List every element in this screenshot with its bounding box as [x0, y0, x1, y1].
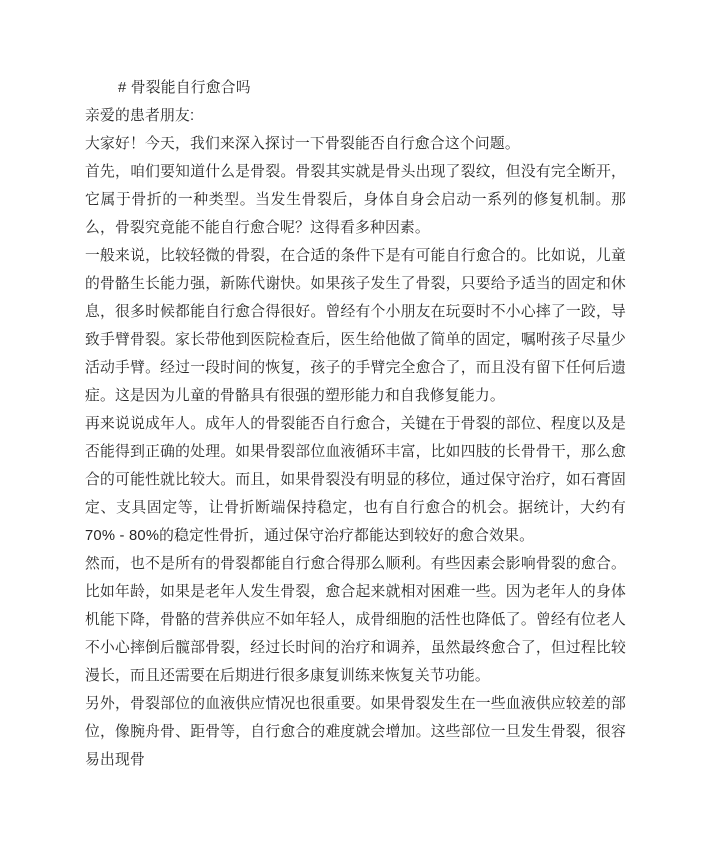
paragraph-salutation: 亲爱的患者朋友: [85, 108, 195, 124]
document-body [85, 74, 626, 774]
document-heading: # 骨裂能自行愈合吗 [118, 80, 251, 96]
paragraph-definition: 首先，咱们要知道什么是骨裂。骨裂其实就是骨头出现了裂纹，但没有完全断开，它属于骨折的一种类型。当发生骨裂后，身体自身会启动一系列的修复机制。那么，骨裂究竟能不能自行愈合呢？这得看多种因素。 [85, 164, 626, 236]
paragraph-children-case: 一般来说，比较轻微的骨裂，在合适的条件下是有可能自行愈合的。比如说，儿童的骨骼生长能力强，新陈代谢快。如果孩子发生了骨裂，只要给予适当的固定和休息，很多时候都能自行愈合得很好。曾经有个小朋友在玩耍时不小心摔了一跤，导致手臂骨裂。家长带他到医院检查后，医生给他做了简单的固定，嘱咐孩子尽量少活动手臂。经过一段时间的恢复，孩子的手臂完全愈合了，而且没有留下任何后遗症。这是因为儿童的骨骼具有很强的塑形能力和自我修复能力。 [85, 248, 626, 404]
paragraph-adults: 再来说说成年人。成年人的骨裂能否自行愈合，关键在于骨裂的部位、程度以及是否能得到正确的处理。如果骨裂部位血液循环丰富，比如四肢的长骨骨干，那么愈合的可能性就比较大。而且，如果骨裂没有明显的移位，通过保守治疗，如石膏固定、支具固定等，让骨折断端保持稳定，也有自行愈合的机会。据统计，大约有 70% - 80%的稳定性骨折，通过保守治疗都能达到较好的愈合效果。 [85, 416, 626, 544]
paragraph-intro: 大家好！今天，我们来深入探讨一下骨裂能否自行愈合这个问题。 [85, 136, 520, 152]
paragraph-age-factors: 然而，也不是所有的骨裂都能自行愈合得那么顺利。有些因素会影响骨裂的愈合。比如年龄，如果是老年人发生骨裂，愈合起来就相对困难一些。因为老年人的身体机能下降，骨骼的营养供应不如年轻人，成骨细胞的活性也降低了。曾经有位老人不小心摔倒后髋部骨裂，经过长时间的治疗和调养，虽然最终愈合了，但过程比较漫长，而且还需要在后期进行很多康复训练来恢复关节功能。 [85, 556, 626, 684]
paragraph-blood-supply: 另外，骨裂部位的血液供应情况也很重要。如果骨裂发生在一些血液供应较差的部位，像腕舟骨、距骨等，自行愈合的难度就会增加。这些部位一旦发生骨裂，很容易出现骨 [85, 696, 626, 768]
